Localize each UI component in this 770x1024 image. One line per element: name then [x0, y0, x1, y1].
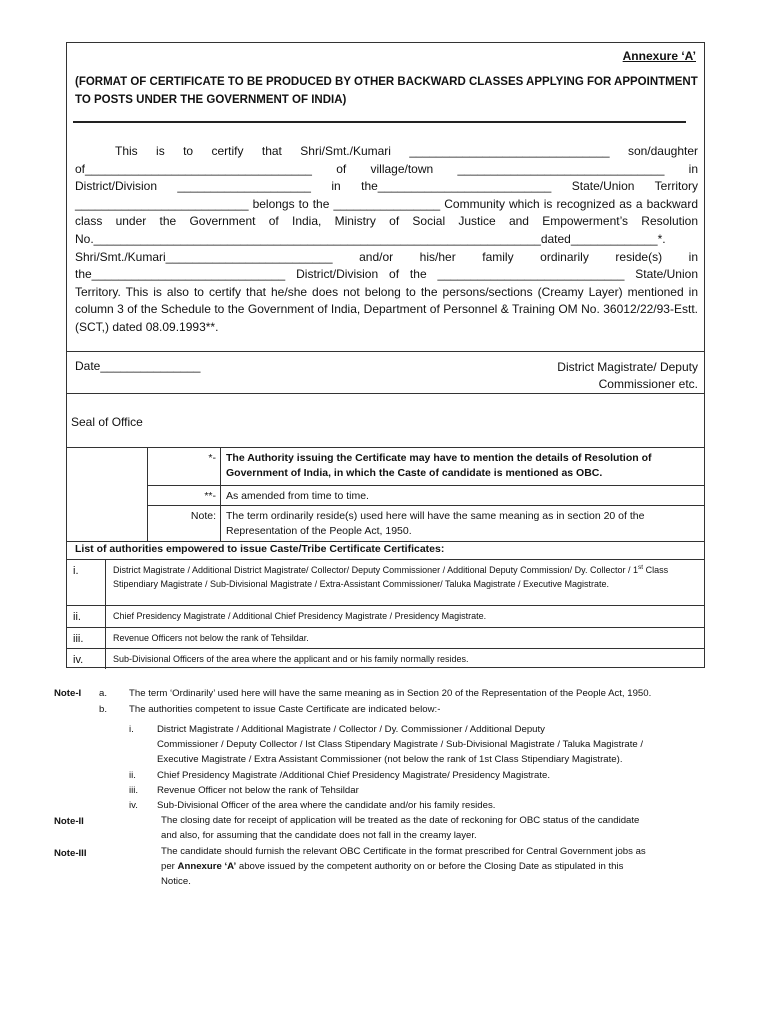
note-2-label: Note-II [54, 816, 84, 827]
authority-number: iv. [73, 654, 84, 666]
annexure-reference: Annexure ‘A’ [177, 861, 237, 872]
sub-text-line: Revenue Officer not below the rank of Tehsildar [157, 785, 359, 796]
note-b-text: The authorities competent to issue Caste Certificate are indicated below:- [129, 704, 441, 715]
divider [67, 541, 704, 542]
sub-text-line: Chief Presidency Magistrate /Additional Chief Presidency Magistrate/ Presidency Magistrate. [157, 770, 550, 781]
certificate-body [75, 143, 698, 337]
footnote-mark: **- [204, 490, 216, 502]
note-3-line: per Annexure ‘A’ above issued by the competent authority on or before the Closing Date as stipulated in this [161, 861, 624, 872]
sub-text-line: Sub-Divisional Officer of the area where the candidate and/or his family resides. [157, 800, 496, 811]
note-a-text: The term ‘Ordinarily’ used here will have the same meaning as in Section 20 of the Representation of the People Act, 1950. [129, 688, 652, 699]
footnote-mark: Note: [190, 510, 216, 522]
sub-number: iv. [129, 800, 138, 811]
note-3-line: The candidate should furnish the relevant OBC Certificate in the format prescribed for Central Government jobs as [161, 846, 646, 857]
sub-number: i. [129, 724, 134, 735]
authority-text: District Magistrate / Additional District Magistrate/ Collector/ Deputy Commissioner / Additional Deputy Commission/ Dy. Collector / 1st Class Stipendiary Magistrate / Sub-Divisional Magistrate / Extra-Assistant Commissioner/ Taluka Magistrate / Executive Magistrate. [113, 564, 669, 589]
authority-number: ii. [73, 611, 81, 623]
note-2-line: The closing date for receipt of application will be treated as the date of reckoning for OBC status of the candidate [161, 815, 640, 826]
footnote-text: The term ordinarily reside(s) used here will have the same meaning as in section 20 of the Representation of the People Act, 1950. [226, 510, 645, 537]
note-a-label: a. [99, 688, 108, 699]
seal-of-office: Seal of Office [71, 415, 143, 429]
heading-rule [73, 121, 686, 123]
authority-row [67, 605, 704, 628]
divider [67, 351, 704, 352]
certificate-frame [66, 42, 705, 668]
note-3-line: Notice. [161, 876, 191, 887]
footnote-mark: *- [208, 452, 216, 464]
authority-row [67, 627, 704, 649]
signatory-line-2: Commissioner etc. [598, 377, 698, 391]
sub-text-line: District Magistrate / Additional Magistrate / Collector / Dy. Commissioner / Additional Deputy [157, 724, 545, 735]
sub-text-line: Commissioner / Deputy Collector / Ist Class Stipendary Magistrate / Sub-Divisional Magistrate / Taluka Magistrate / [157, 739, 644, 750]
footnote-column-divider [220, 447, 221, 541]
divider [67, 393, 704, 394]
date-field: Date_______________ [75, 359, 201, 373]
authorities-table [67, 559, 704, 669]
signatory-block [557, 359, 698, 393]
authority-text: Revenue Officers not below the rank of Tehsildar. [113, 633, 309, 643]
note-2-line: and also, for assuming that the candidate does not fall in the creamy layer. [161, 830, 477, 841]
certificate-heading: (FORMAT OF CERTIFICATE TO BE PRODUCED BY OTHER BACKWARD CLASSES APPLYING FOR APPOINTMENT TO POSTS UNDER THE GOVERNMENT OF INDIA) [75, 76, 698, 106]
authority-row [67, 559, 704, 606]
note-b-label: b. [99, 704, 108, 715]
footnotes-table [147, 447, 704, 541]
sub-number: ii. [129, 770, 136, 781]
footnote-text: The Authority issuing the Certificate may have to mention the details of Resolution of Government of India, in which the Caste of candidate is mentioned as OBC. [226, 452, 652, 479]
authority-number: iii. [73, 633, 84, 645]
sub-number: iii. [129, 785, 139, 796]
authority-row [67, 648, 704, 670]
signatory-line-1: District Magistrate/ Deputy [557, 360, 698, 374]
annexure-label: Annexure ‘A’ [622, 49, 696, 63]
authorities-heading: List of authorities empowered to issue Caste/Tribe Certificate Certificates: [75, 543, 445, 555]
authority-text: Chief Presidency Magistrate / Additional Chief Presidency Magistrate / Presidency Magistrate. [113, 611, 487, 621]
sub-text-line: Executive Magistrate / Extra Assistant Commissioner (not below the rank of 1st Class Stipendiary Magistrate). [157, 754, 623, 765]
footnote-text: As amended from time to time. [226, 490, 369, 502]
note-3-label: Note-III [54, 848, 87, 859]
certificate-text: This is to certify that Shri/Smt./Kumari ______________________________ son/daughter of__________________________________ of village/town _______________________________ in District/Division ____________________ in the__________________________ State/Union Territory __________________________ belongs to the ________________ Community which is recognized as a backward class under the Government of India, Ministry of Social Justice and Empowerment’s Resolution No.___________________________________________________________________dated_____________*. Shri/Smt./Kumari_________________________ and/or his/her family ordinarily reside(s) in the_____________________________ District/Division of the ____________________________ State/Union Territory. This is also to certify that he/she does not belong to the persons/sections (Creamy Layer) mentioned in column 3 of the Schedule to the Government of India, Department of Personnel & Training OM No. 36012/22/93-Estt. (SCT,) dated 08.09.1993**. [75, 144, 698, 334]
note-1-label: Note-I [54, 688, 82, 699]
authority-text: Sub-Divisional Officers of the area where the applicant and or his family normally resides. [113, 654, 469, 664]
authority-number: i. [73, 565, 79, 577]
